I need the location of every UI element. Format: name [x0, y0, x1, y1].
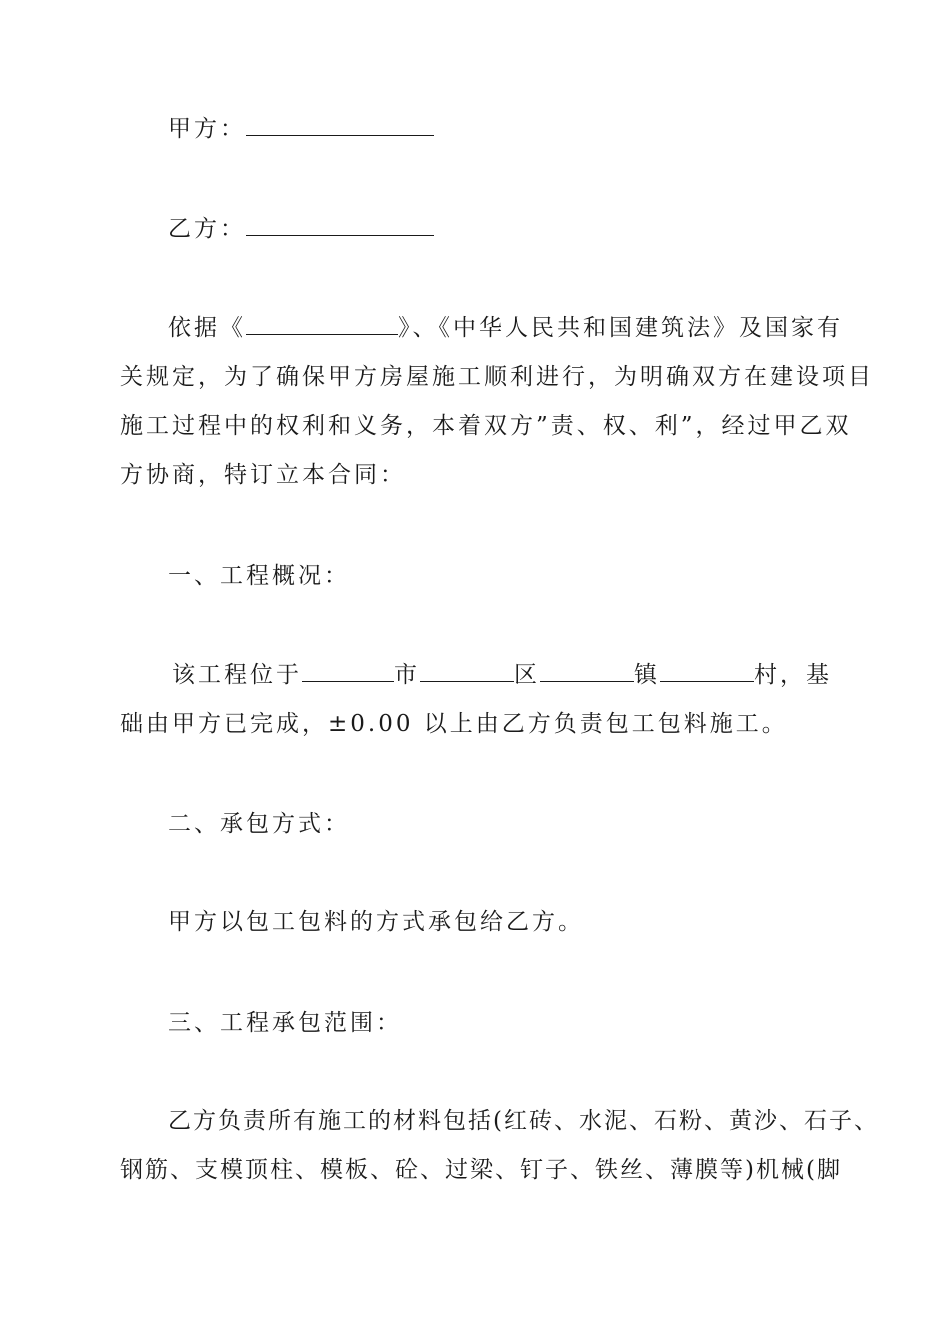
section-3-line-2: 钢筋、支模顶柱、模板、砼、过梁、钉子、铁丝、薄膜等)机械(脚 — [120, 1157, 842, 1183]
district-blank — [420, 659, 514, 682]
section-3-heading: 三、工程承包范围： — [168, 1010, 402, 1036]
section-1-heading: 一、工程概况： — [168, 563, 350, 589]
village-blank — [660, 659, 754, 682]
section-2-body: 甲方以包工包料的方式承包给乙方。 — [168, 909, 584, 935]
district-label: 区 — [514, 662, 540, 688]
section-1-line-1 — [172, 659, 892, 689]
party-a-label: 甲方： — [168, 116, 246, 142]
intro-line-1-end: 》、《中华人民共和国建筑法》及国家有 — [398, 315, 843, 341]
city-label: 市 — [394, 662, 420, 688]
party-a-blank — [246, 113, 434, 136]
section-2-heading: 二、承包方式： — [168, 811, 350, 837]
town-label: 镇 — [634, 662, 660, 688]
party-b-line — [168, 213, 888, 243]
party-b-label: 乙方： — [168, 216, 246, 242]
party-b-blank — [246, 213, 434, 236]
section-1-line-2: 础由甲方已完成，±0.00 以上由乙方负责包工包料施工。 — [120, 711, 788, 737]
intro-line-1-start: 依据《 — [168, 315, 246, 341]
location-prefix: 该工程位于 — [172, 662, 302, 688]
city-blank — [302, 659, 394, 682]
intro-line-4: 方协商，特订立本合同： — [120, 462, 406, 488]
party-a-line — [168, 113, 888, 143]
village-label: 村，基 — [754, 662, 832, 688]
law-name-blank — [246, 312, 398, 335]
town-blank — [540, 659, 634, 682]
intro-line-2: 关规定，为了确保甲方房屋施工顺利进行，为明确双方在建设项目 — [120, 364, 874, 390]
intro-line-1 — [168, 312, 888, 342]
section-3-line-1: 乙方负责所有施工的材料包括(红砖、水泥、石粉、黄沙、石子、 — [168, 1108, 879, 1134]
intro-line-3: 施工过程中的权利和义务，本着双方”责、权、利”，经过甲乙双 — [120, 413, 852, 439]
